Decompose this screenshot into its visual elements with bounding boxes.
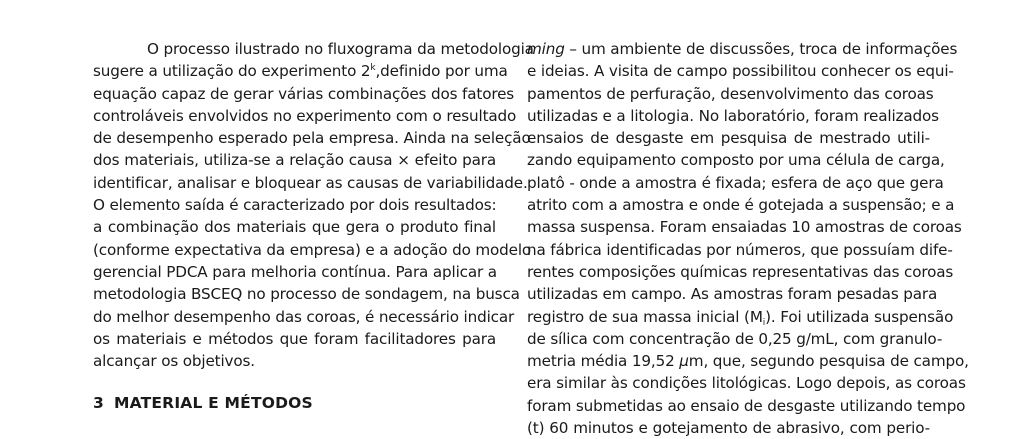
text-line: a combinação dos materiais que gera o produto final xyxy=(93,218,496,237)
text-line: metodologia BSCEQ no processo de sondagem, na busca xyxy=(93,285,520,304)
section-heading xyxy=(93,394,313,412)
text-line: massa suspensa. Foram ensaiadas 10 amostras de coroas xyxy=(527,218,962,237)
text-line: ming – um ambiente de discussões, troca de informações xyxy=(527,40,958,58)
section-number: 3 xyxy=(93,394,104,412)
text-line: atrito com a amostra e onde é gotejada a suspensão; e a xyxy=(527,196,955,215)
text-line: era similar às condições litológicas. Logo depois, as coroas xyxy=(527,374,966,393)
text-line: zando equipamento composto por uma célula de carga, xyxy=(527,151,945,170)
text-line: pamentos de perfuração, desenvolvimento das coroas xyxy=(527,84,934,103)
text-line: sugere a utilização do experimento 2$^k$,definido por uma xyxy=(93,62,508,81)
left-text-column xyxy=(93,38,534,372)
subscript-i: i xyxy=(762,317,766,328)
text-line: gerencial PDCA para melhoria contínua. Para aplicar a xyxy=(93,262,497,281)
text-line: platô - onde a amostra é fixada; esfera de aço que gera xyxy=(527,173,944,192)
text-line: do melhor desempenho das coroas, é necessário indicar xyxy=(93,307,515,326)
text-line: na fábrica identificadas por números, que possuíam dife- xyxy=(527,240,953,259)
text-line: os materiais e métodos que foram facilitadores para xyxy=(93,329,496,348)
superscript-k: k xyxy=(370,63,376,74)
section-title: MATERIAL E MÉTODOS xyxy=(114,394,313,412)
text-line: alcançar os objetivos. xyxy=(93,352,255,371)
italic-word: ming xyxy=(527,40,565,58)
text-line: utilizadas em campo. As amostras foram pesadas para xyxy=(527,285,938,304)
text-line: (conforme expectativa da empresa) e a adoção do modelo xyxy=(93,240,532,259)
text-line: utilizadas e a litologia. No laboratório, foram realizados xyxy=(527,106,939,125)
text-line: equação capaz de gerar várias combinações dos fatores xyxy=(93,84,515,103)
text-line: e ideias. A visita de campo possibilitou conhecer os equi- xyxy=(527,62,954,81)
text-line: identificar, analisar e bloquear as causas de variabilidade. xyxy=(93,173,528,192)
mu-symbol: μ xyxy=(679,352,689,371)
text-line: foram submetidas ao ensaio de desgaste utilizando tempo xyxy=(527,396,966,415)
text-line: ensaios de desgaste em pesquisa de mestrado utili- xyxy=(527,129,930,148)
text-line: O elemento saída é caracterizado por dois resultados: xyxy=(93,196,497,215)
text-line: dos materiais, utiliza-se a relação causa × efeito para xyxy=(93,151,496,170)
text-line: (t) 60 minutos e gotejamento de abrasivo, com perio- xyxy=(527,419,930,438)
text-line: O processo ilustrado no fluxograma da metodologia xyxy=(147,40,534,58)
right-text-column xyxy=(527,38,969,439)
text-line: rentes composições químicas representativas das coroas xyxy=(527,262,954,281)
text-line: controláveis envolvidos no experimento com o resultado xyxy=(93,106,517,125)
text-line: metria média 19,52 μm, que, segundo pesquisa de campo, xyxy=(527,352,969,371)
text-line: de sílica com concentração de 0,25 g/mL, com granulo- xyxy=(527,329,943,348)
text-line: registro de sua massa inicial $(M_i)$. Foi utilizada suspensão xyxy=(527,307,954,328)
text-line: de desempenho esperado pela empresa. Ainda na seleção xyxy=(93,129,531,148)
